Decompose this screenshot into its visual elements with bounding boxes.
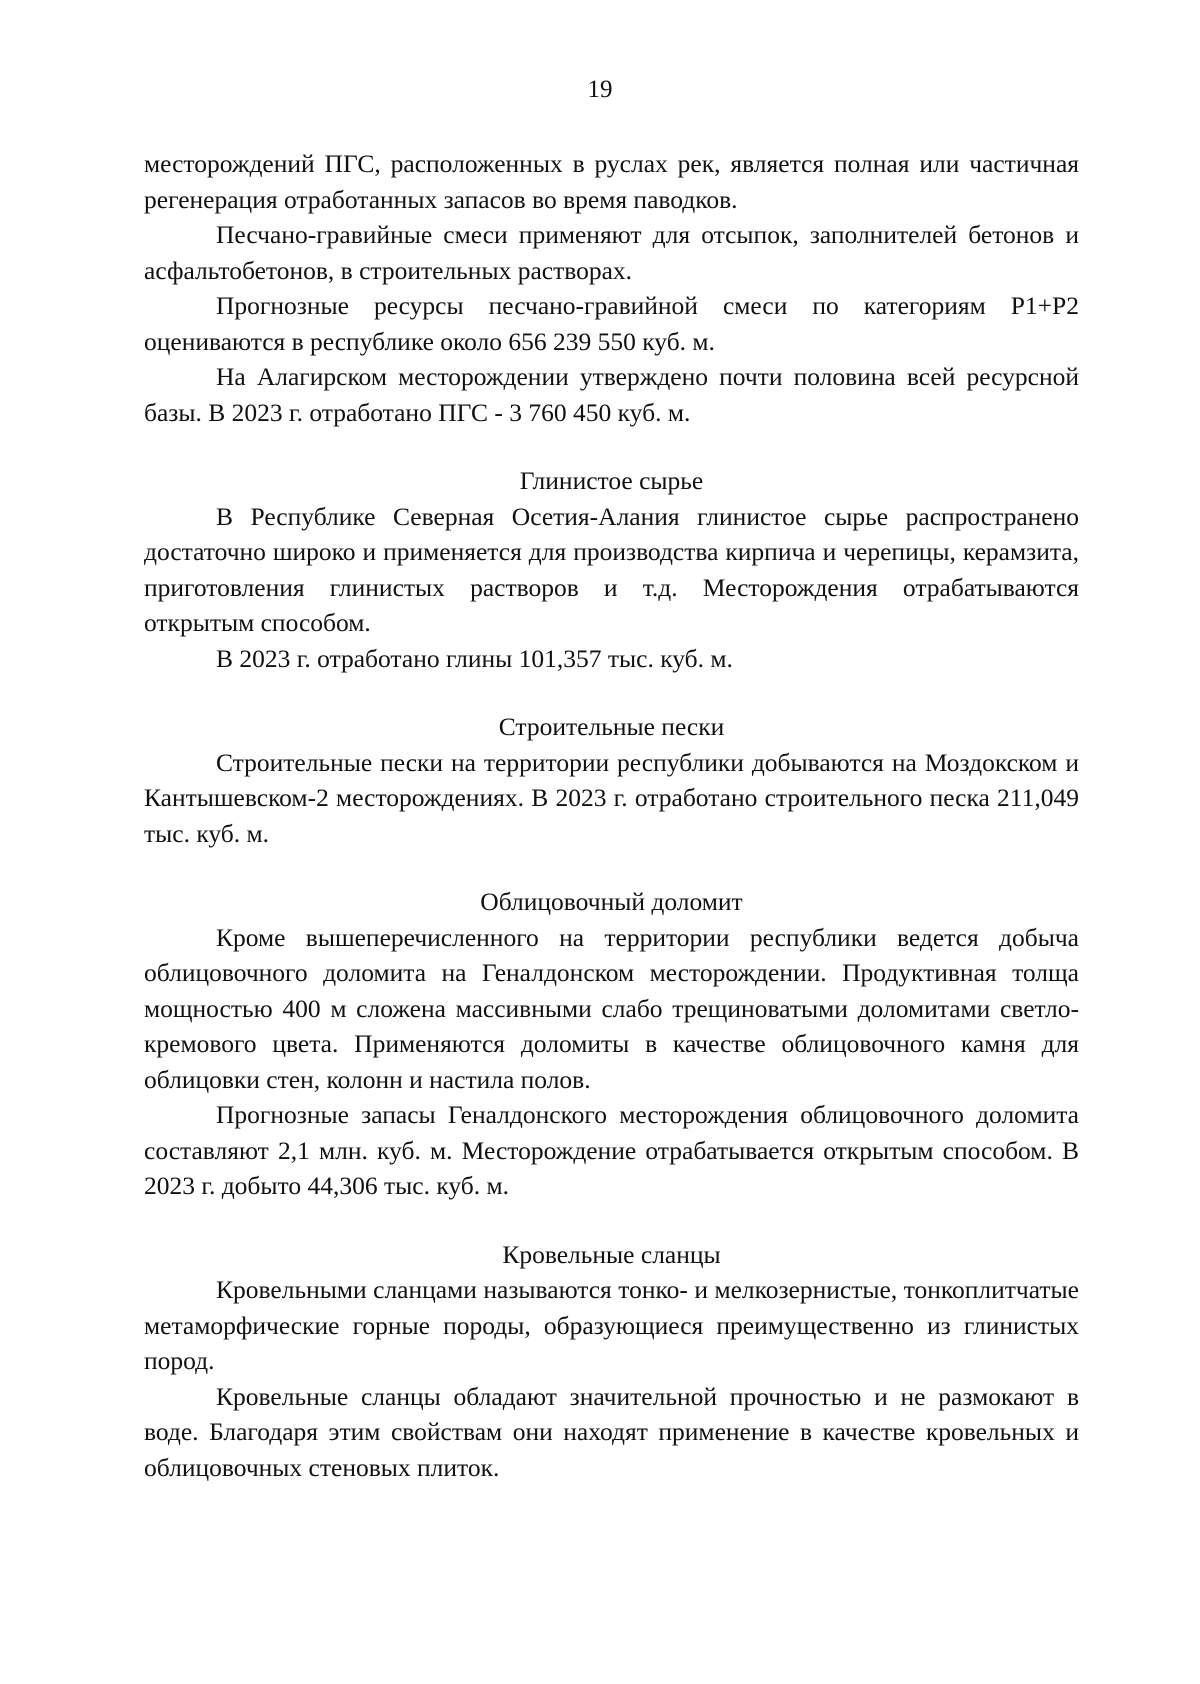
paragraph: В 2023 г. отработано глины 101,357 тыс. куб. м. (216, 643, 733, 673)
paragraph: Кроме вышеперечисленного на территории республики ведется добыча облицовочного доломита на Геналдонском месторождении. Продуктивная толща мощностью 400 м сложена массивными слабо трещиноватыми доломитами светло-кремового цвета. Применяются доломиты в качестве облицовочного камня для облицовки стен, колонн и настила полов. (144, 922, 1079, 1094)
paragraph: Строительные пески на территории республики добываются на Моздокском и Кантышевском-2 месторождениях. В 2023 г. отработано строительного песка 211,049 тыс. куб. м. (144, 747, 1079, 848)
paragraph: Кровельные сланцы обладают значительной прочностью и не размокают в воде. Благодаря этим свойствам они находят применение в качестве кровельных и облицовочных стеновых плиток. (144, 1381, 1079, 1482)
section-heading: Глинистое сырье (519, 466, 704, 495)
section-heading: Кровельные сланцы (502, 1239, 721, 1269)
paragraph: Песчано-гравийные смеси применяют для отсыпок, заполнителей бетонов и асфальтобетонов, в строительных растворах. (144, 220, 1079, 285)
dolomite-section (144, 884, 1079, 1204)
paragraph: Прогнозные ресурсы песчано-гравийной смеси по категориям Р1+Р2 оцениваются в республике около 656 239 550 куб. м. (144, 291, 1079, 356)
slates-section (144, 1237, 1079, 1486)
paragraph: месторождений ПГС, расположенных в руслах рек, является полная или частичная регенерация отработанных запасов во время паводков. (144, 149, 1079, 214)
paragraph: На Алагирском месторождении утверждено почти половина всей ресурсной базы. В 2023 г. отработано ПГС - 3 760 450 куб. м. (144, 362, 1079, 427)
paragraph: В Республике Северная Осетия-Алания глинистое сырье распространено достаточно широко и применяется для производства кирпича и черепицы, керамзита, приготовления глинистых растворов и т.д. Месторождения отрабатываются открытым способом. (144, 501, 1079, 637)
intro-section (144, 146, 1079, 430)
section-heading: Облицовочный доломит (480, 887, 743, 916)
paragraph: Кровельными сланцами называются тонко- и мелкозернистые, тонкоплитчатые метаморфические горные породы, образующиеся преимущественно из глинистых пород. (144, 1275, 1079, 1375)
sands-section (144, 709, 1079, 851)
document-body (144, 146, 1079, 1485)
clay-section (144, 463, 1079, 676)
paragraph: Прогнозные запасы Геналдонского месторождения облицовочного доломита составляют 2,1 млн. куб. м. Месторождение отрабатывается открытым способом. В 2023 г. добыто 44,306 тыс. куб. м. (144, 1100, 1079, 1200)
page-number: 19 (587, 76, 613, 103)
section-heading: Строительные пески (498, 712, 725, 741)
